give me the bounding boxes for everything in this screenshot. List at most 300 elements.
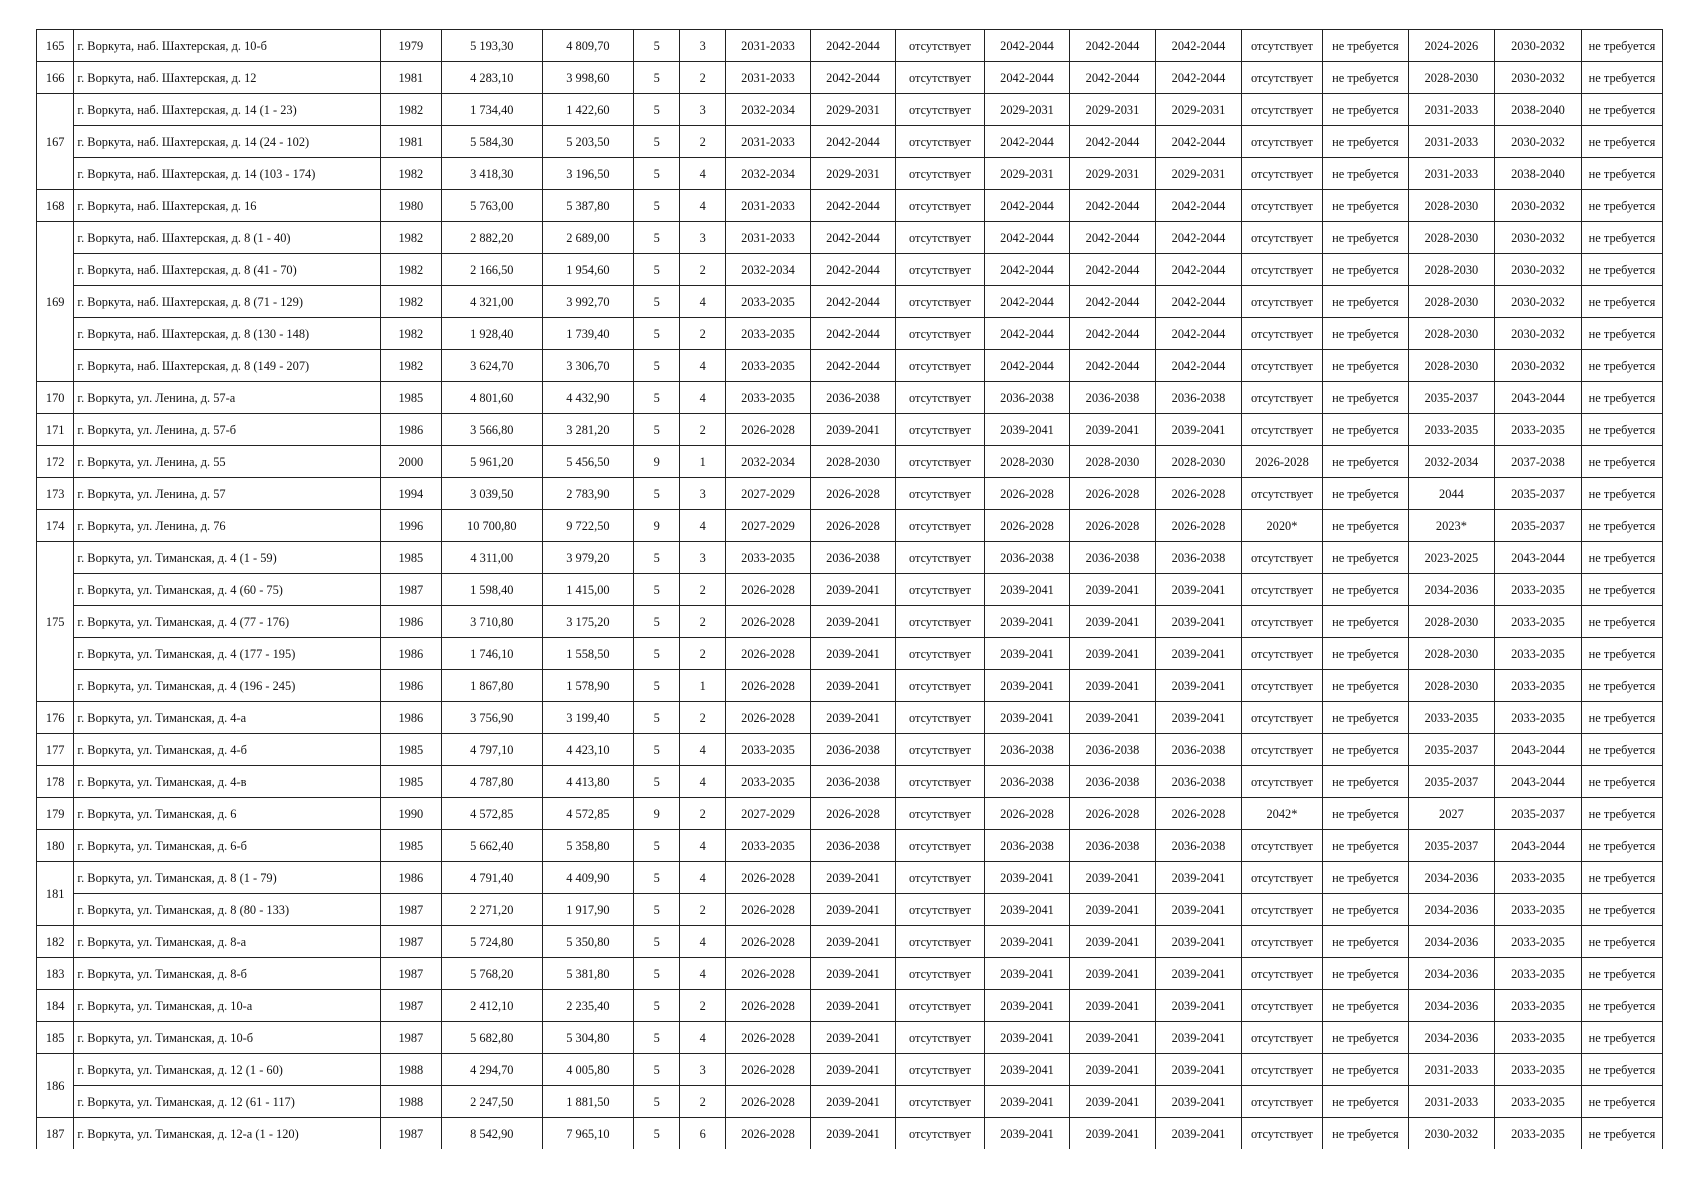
value-cell: 2039-2041	[1155, 414, 1241, 446]
value-cell: 2032-2034	[726, 446, 811, 478]
address-cell: г. Воркута, наб. Шахтерская, д. 8 (41 - 70)	[74, 254, 381, 286]
table-row	[37, 638, 1663, 670]
row-number-cell: 168	[37, 190, 74, 222]
value-cell: 5	[633, 670, 680, 702]
value-cell: отсутствует	[1241, 286, 1322, 318]
value-cell: отсутствует	[895, 510, 984, 542]
value-cell: 5	[633, 894, 680, 926]
address-cell: г. Воркута, ул. Тиманская, д. 4 (77 - 176)	[74, 606, 381, 638]
value-cell: 2028-2030	[1069, 446, 1155, 478]
value-cell: 2032-2034	[1408, 446, 1494, 478]
value-cell: 2039-2041	[1069, 990, 1155, 1022]
value-cell: отсутствует	[895, 958, 984, 990]
value-cell: 2028-2030	[1408, 286, 1494, 318]
row-number-cell: 174	[37, 510, 74, 542]
value-cell: 2039-2041	[1155, 1086, 1241, 1118]
value-cell: 8 542,90	[441, 1118, 542, 1150]
value-cell: 2031-2033	[1408, 94, 1494, 126]
value-cell: не требуется	[1322, 1054, 1408, 1086]
value-cell: отсутствует	[895, 382, 984, 414]
row-number-cell: 173	[37, 478, 74, 510]
value-cell: 2026-2028	[726, 1054, 811, 1086]
value-cell: не требуется	[1322, 1118, 1408, 1150]
value-cell: отсутствует	[895, 158, 984, 190]
value-cell: отсутствует	[1241, 190, 1322, 222]
value-cell: отсутствует	[895, 574, 984, 606]
value-cell: 2036-2038	[1155, 830, 1241, 862]
value-cell: не требуется	[1322, 126, 1408, 158]
value-cell: 1979	[381, 30, 442, 62]
table-row	[37, 414, 1663, 446]
value-cell: 2026-2028	[726, 990, 811, 1022]
value-cell: 5	[633, 542, 680, 574]
value-cell: 5 350,80	[542, 926, 633, 958]
value-cell: 2039-2041	[985, 1118, 1070, 1150]
value-cell: не требуется	[1581, 126, 1662, 158]
value-cell: 2026-2028	[1069, 510, 1155, 542]
value-cell: 2033-2035	[726, 286, 811, 318]
value-cell: 2026-2028	[1155, 510, 1241, 542]
value-cell: 2043-2044	[1494, 734, 1581, 766]
value-cell: 2039-2041	[1069, 926, 1155, 958]
value-cell: отсутствует	[1241, 1022, 1322, 1054]
value-cell: отсутствует	[1241, 990, 1322, 1022]
value-cell: 2	[680, 414, 726, 446]
value-cell: отсутствует	[895, 830, 984, 862]
value-cell: 2026-2028	[726, 1086, 811, 1118]
row-number-cell: 175	[37, 542, 74, 702]
table-row	[37, 990, 1663, 1022]
value-cell: не требуется	[1322, 158, 1408, 190]
address-cell: г. Воркута, ул. Тиманская, д. 4 (196 - 245)	[74, 670, 381, 702]
value-cell: 5	[633, 702, 680, 734]
value-cell: не требуется	[1322, 510, 1408, 542]
value-cell: 2039-2041	[1069, 1054, 1155, 1086]
value-cell: 2042-2044	[985, 62, 1070, 94]
table-row	[37, 318, 1663, 350]
value-cell: 2042-2044	[810, 190, 895, 222]
value-cell: 1 917,90	[542, 894, 633, 926]
value-cell: отсутствует	[895, 254, 984, 286]
value-cell: 2026-2028	[726, 670, 811, 702]
value-cell: 3 281,20	[542, 414, 633, 446]
value-cell: 2	[680, 894, 726, 926]
value-cell: отсутствует	[1241, 894, 1322, 926]
value-cell: 2042-2044	[1155, 126, 1241, 158]
value-cell: отсутствует	[895, 414, 984, 446]
value-cell: 2039-2041	[1155, 574, 1241, 606]
table-row	[37, 190, 1663, 222]
value-cell: 2039-2041	[1155, 990, 1241, 1022]
table-row	[37, 894, 1663, 926]
value-cell: 2032-2034	[726, 158, 811, 190]
value-cell: не требуется	[1322, 926, 1408, 958]
value-cell: отсутствует	[1241, 1054, 1322, 1086]
value-cell: 2027-2029	[726, 478, 811, 510]
value-cell: 2029-2031	[810, 94, 895, 126]
row-number-cell: 181	[37, 862, 74, 926]
value-cell: 3 998,60	[542, 62, 633, 94]
row-number-cell: 167	[37, 94, 74, 190]
value-cell: 1990	[381, 798, 442, 830]
value-cell: 2030-2032	[1494, 254, 1581, 286]
value-cell: 5	[633, 638, 680, 670]
value-cell: не требуется	[1581, 94, 1662, 126]
value-cell: 5	[633, 958, 680, 990]
value-cell: не требуется	[1581, 958, 1662, 990]
value-cell: отсутствует	[895, 766, 984, 798]
value-cell: 1982	[381, 254, 442, 286]
table-row	[37, 158, 1663, 190]
value-cell: 2	[680, 638, 726, 670]
value-cell: 2023*	[1408, 510, 1494, 542]
value-cell: 1987	[381, 958, 442, 990]
value-cell: 2033-2035	[1494, 1022, 1581, 1054]
row-number-cell: 177	[37, 734, 74, 766]
value-cell: 2033-2035	[1494, 1086, 1581, 1118]
address-cell: г. Воркута, ул. Ленина, д. 57-б	[74, 414, 381, 446]
value-cell: отсутствует	[1241, 862, 1322, 894]
value-cell: 2033-2035	[1494, 1118, 1581, 1150]
value-cell: 2042-2044	[1069, 350, 1155, 382]
value-cell: 2036-2038	[1069, 766, 1155, 798]
value-cell: отсутствует	[1241, 670, 1322, 702]
value-cell: 2036-2038	[1155, 734, 1241, 766]
value-cell: отсутствует	[1241, 254, 1322, 286]
value-cell: 4 572,85	[542, 798, 633, 830]
housing-repair-table	[36, 29, 1663, 1149]
value-cell: отсутствует	[1241, 542, 1322, 574]
value-cell: 5 662,40	[441, 830, 542, 862]
value-cell: 2039-2041	[810, 414, 895, 446]
value-cell: 2039-2041	[1069, 958, 1155, 990]
value-cell: не требуется	[1322, 1022, 1408, 1054]
table-row	[37, 1086, 1663, 1118]
value-cell: 2031-2033	[726, 62, 811, 94]
table-row	[37, 222, 1663, 254]
address-cell: г. Воркута, наб. Шахтерская, д. 8 (149 - 207)	[74, 350, 381, 382]
value-cell: 2033-2035	[1494, 670, 1581, 702]
value-cell: 2026-2028	[985, 798, 1070, 830]
value-cell: 2	[680, 990, 726, 1022]
value-cell: отсутствует	[1241, 222, 1322, 254]
value-cell: 3 992,70	[542, 286, 633, 318]
value-cell: 1 881,50	[542, 1086, 633, 1118]
value-cell: 2039-2041	[1155, 1118, 1241, 1150]
address-cell: г. Воркута, ул. Тиманская, д. 8-а	[74, 926, 381, 958]
value-cell: отсутствует	[895, 670, 984, 702]
value-cell: 2038-2040	[1494, 94, 1581, 126]
value-cell: 2	[680, 1086, 726, 1118]
value-cell: 9	[633, 798, 680, 830]
value-cell: не требуется	[1322, 446, 1408, 478]
address-cell: г. Воркута, ул. Тиманская, д. 6	[74, 798, 381, 830]
value-cell: 2033-2035	[726, 350, 811, 382]
value-cell: 2039-2041	[1155, 894, 1241, 926]
value-cell: 2039-2041	[985, 670, 1070, 702]
value-cell: 2031-2033	[726, 30, 811, 62]
value-cell: 1987	[381, 1118, 442, 1150]
value-cell: 5	[633, 190, 680, 222]
value-cell: 2028-2030	[810, 446, 895, 478]
value-cell: не требуется	[1322, 830, 1408, 862]
value-cell: 1981	[381, 62, 442, 94]
value-cell: 2	[680, 702, 726, 734]
value-cell: 4 294,70	[441, 1054, 542, 1086]
value-cell: не требуется	[1322, 862, 1408, 894]
value-cell: 2033-2035	[1494, 414, 1581, 446]
value-cell: отсутствует	[895, 702, 984, 734]
value-cell: не требуется	[1322, 30, 1408, 62]
value-cell: 1 867,80	[441, 670, 542, 702]
value-cell: 2034-2036	[1408, 990, 1494, 1022]
value-cell: 2037-2038	[1494, 446, 1581, 478]
value-cell: 2042-2044	[810, 318, 895, 350]
row-number-cell: 165	[37, 30, 74, 62]
value-cell: 4 791,40	[441, 862, 542, 894]
value-cell: 2033-2035	[1408, 414, 1494, 446]
value-cell: 2042-2044	[985, 286, 1070, 318]
value-cell: отсутствует	[1241, 702, 1322, 734]
value-cell: не требуется	[1581, 1086, 1662, 1118]
value-cell: 5	[633, 158, 680, 190]
value-cell: 2039-2041	[810, 862, 895, 894]
value-cell: 2042-2044	[985, 126, 1070, 158]
value-cell: не требуется	[1581, 1118, 1662, 1150]
value-cell: 2039-2041	[1155, 638, 1241, 670]
row-number-cell: 186	[37, 1054, 74, 1118]
value-cell: 2042-2044	[810, 62, 895, 94]
value-cell: не требуется	[1322, 990, 1408, 1022]
value-cell: не требуется	[1581, 318, 1662, 350]
value-cell: 5	[633, 126, 680, 158]
value-cell: 1986	[381, 670, 442, 702]
value-cell: 2028-2030	[1408, 638, 1494, 670]
value-cell: 2026-2028	[726, 414, 811, 446]
value-cell: 2042-2044	[1155, 286, 1241, 318]
table-row	[37, 478, 1663, 510]
value-cell: 2039-2041	[1069, 670, 1155, 702]
value-cell: не требуется	[1322, 958, 1408, 990]
value-cell: 1982	[381, 158, 442, 190]
table-row	[37, 798, 1663, 830]
value-cell: 2042-2044	[985, 190, 1070, 222]
value-cell: 1986	[381, 606, 442, 638]
value-cell: отсутствует	[895, 222, 984, 254]
value-cell: отсутствует	[895, 990, 984, 1022]
value-cell: 2034-2036	[1408, 894, 1494, 926]
row-number-cell: 185	[37, 1022, 74, 1054]
value-cell: 2026-2028	[726, 702, 811, 734]
value-cell: 2026-2028	[726, 1118, 811, 1150]
address-cell: г. Воркута, ул. Тиманская, д. 12 (61 - 117)	[74, 1086, 381, 1118]
value-cell: 2042-2044	[1155, 222, 1241, 254]
value-cell: 5	[633, 254, 680, 286]
value-cell: не требуется	[1322, 702, 1408, 734]
value-cell: отсутствует	[895, 638, 984, 670]
value-cell: 2039-2041	[810, 638, 895, 670]
value-cell: 2031-2033	[1408, 126, 1494, 158]
address-cell: г. Воркута, ул. Тиманская, д. 8 (1 - 79)	[74, 862, 381, 894]
value-cell: 2039-2041	[810, 894, 895, 926]
value-cell: 3 756,90	[441, 702, 542, 734]
address-cell: г. Воркута, наб. Шахтерская, д. 14 (103 - 174)	[74, 158, 381, 190]
table-row	[37, 766, 1663, 798]
value-cell: отсутствует	[895, 798, 984, 830]
value-cell: 2042-2044	[810, 30, 895, 62]
value-cell: 2026-2028	[1241, 446, 1322, 478]
value-cell: 2028-2030	[1408, 670, 1494, 702]
value-cell: не требуется	[1581, 158, 1662, 190]
table-row	[37, 286, 1663, 318]
table-row	[37, 350, 1663, 382]
value-cell: отсутствует	[895, 190, 984, 222]
value-cell: 2039-2041	[985, 574, 1070, 606]
value-cell: 1981	[381, 126, 442, 158]
row-number-cell: 183	[37, 958, 74, 990]
value-cell: 2 882,20	[441, 222, 542, 254]
value-cell: 2	[680, 318, 726, 350]
value-cell: 4 432,90	[542, 382, 633, 414]
value-cell: не требуется	[1581, 862, 1662, 894]
value-cell: 3 039,50	[441, 478, 542, 510]
value-cell: 5	[633, 318, 680, 350]
value-cell: 2039-2041	[1069, 574, 1155, 606]
value-cell: 2042-2044	[1069, 190, 1155, 222]
value-cell: 2038-2040	[1494, 158, 1581, 190]
value-cell: отсутствует	[1241, 926, 1322, 958]
value-cell: 1987	[381, 574, 442, 606]
value-cell: 1 954,60	[542, 254, 633, 286]
value-cell: 2026-2028	[810, 478, 895, 510]
value-cell: 4 797,10	[441, 734, 542, 766]
value-cell: 2031-2033	[726, 190, 811, 222]
value-cell: 2039-2041	[985, 862, 1070, 894]
value-cell: 2 247,50	[441, 1086, 542, 1118]
value-cell: 5	[633, 414, 680, 446]
value-cell: 2035-2037	[1494, 478, 1581, 510]
value-cell: 3 566,80	[441, 414, 542, 446]
table-row	[37, 510, 1663, 542]
value-cell: 2036-2038	[985, 766, 1070, 798]
value-cell: 2	[680, 126, 726, 158]
value-cell: 5 387,80	[542, 190, 633, 222]
value-cell: отсутствует	[1241, 958, 1322, 990]
value-cell: 2028-2030	[1408, 62, 1494, 94]
value-cell: 1985	[381, 542, 442, 574]
value-cell: 2026-2028	[726, 606, 811, 638]
table-row	[37, 1054, 1663, 1086]
value-cell: отсутствует	[1241, 638, 1322, 670]
value-cell: 1985	[381, 830, 442, 862]
value-cell: 2039-2041	[1069, 1086, 1155, 1118]
value-cell: 2039-2041	[985, 702, 1070, 734]
value-cell: отсутствует	[1241, 94, 1322, 126]
value-cell: 2039-2041	[1155, 1022, 1241, 1054]
value-cell: 2042-2044	[985, 350, 1070, 382]
address-cell: г. Воркута, ул. Ленина, д. 57-а	[74, 382, 381, 414]
value-cell: отсутствует	[895, 350, 984, 382]
value-cell: 2026-2028	[985, 510, 1070, 542]
value-cell: не требуется	[1322, 894, 1408, 926]
value-cell: 5 381,80	[542, 958, 633, 990]
value-cell: не требуется	[1322, 542, 1408, 574]
value-cell: отсутствует	[1241, 478, 1322, 510]
table-row	[37, 446, 1663, 478]
value-cell: 2039-2041	[1069, 862, 1155, 894]
value-cell: отсутствует	[1241, 126, 1322, 158]
value-cell: 2028-2030	[985, 446, 1070, 478]
table-row	[37, 30, 1663, 62]
value-cell: не требуется	[1581, 190, 1662, 222]
value-cell: 1986	[381, 862, 442, 894]
value-cell: 2026-2028	[1069, 478, 1155, 510]
value-cell: не требуется	[1322, 766, 1408, 798]
address-cell: г. Воркута, наб. Шахтерская, д. 14 (1 - 23)	[74, 94, 381, 126]
value-cell: 4	[680, 926, 726, 958]
value-cell: 3	[680, 30, 726, 62]
value-cell: 2039-2041	[985, 958, 1070, 990]
value-cell: не требуется	[1581, 254, 1662, 286]
value-cell: 2 412,10	[441, 990, 542, 1022]
value-cell: 2042-2044	[1069, 30, 1155, 62]
value-cell: 3 979,20	[542, 542, 633, 574]
value-cell: 2042-2044	[985, 30, 1070, 62]
value-cell: 2039-2041	[1069, 638, 1155, 670]
value-cell: 2029-2031	[810, 158, 895, 190]
value-cell: не требуется	[1322, 414, 1408, 446]
value-cell: 2039-2041	[810, 926, 895, 958]
value-cell: 2 166,50	[441, 254, 542, 286]
value-cell: 2026-2028	[726, 958, 811, 990]
value-cell: 5 193,30	[441, 30, 542, 62]
value-cell: 9	[633, 446, 680, 478]
table-row	[37, 958, 1663, 990]
value-cell: 5	[633, 830, 680, 862]
value-cell: 2027-2029	[726, 510, 811, 542]
value-cell: 5	[633, 1086, 680, 1118]
table-row	[37, 542, 1663, 574]
value-cell: 5	[633, 350, 680, 382]
value-cell: 1982	[381, 318, 442, 350]
value-cell: 1 558,50	[542, 638, 633, 670]
value-cell: 6	[680, 1118, 726, 1150]
address-cell: г. Воркута, ул. Тиманская, д. 10-б	[74, 1022, 381, 1054]
value-cell: 2042-2044	[1069, 318, 1155, 350]
value-cell: 4	[680, 766, 726, 798]
value-cell: не требуется	[1322, 190, 1408, 222]
value-cell: 2042-2044	[1155, 30, 1241, 62]
value-cell: 2033-2035	[726, 318, 811, 350]
value-cell: 1 928,40	[441, 318, 542, 350]
value-cell: не требуется	[1581, 574, 1662, 606]
value-cell: 2036-2038	[985, 542, 1070, 574]
value-cell: 1	[680, 670, 726, 702]
value-cell: отсутствует	[1241, 734, 1322, 766]
value-cell: 5	[633, 734, 680, 766]
value-cell: 3 306,70	[542, 350, 633, 382]
address-cell: г. Воркута, ул. Тиманская, д. 8-б	[74, 958, 381, 990]
value-cell: 3 710,80	[441, 606, 542, 638]
value-cell: 2036-2038	[1069, 830, 1155, 862]
value-cell: 2035-2037	[1494, 798, 1581, 830]
value-cell: 2036-2038	[810, 542, 895, 574]
table-row	[37, 606, 1663, 638]
value-cell: отсутствует	[1241, 766, 1322, 798]
value-cell: 2039-2041	[1069, 1022, 1155, 1054]
value-cell: 2042-2044	[1069, 62, 1155, 94]
value-cell: отсутствует	[895, 446, 984, 478]
